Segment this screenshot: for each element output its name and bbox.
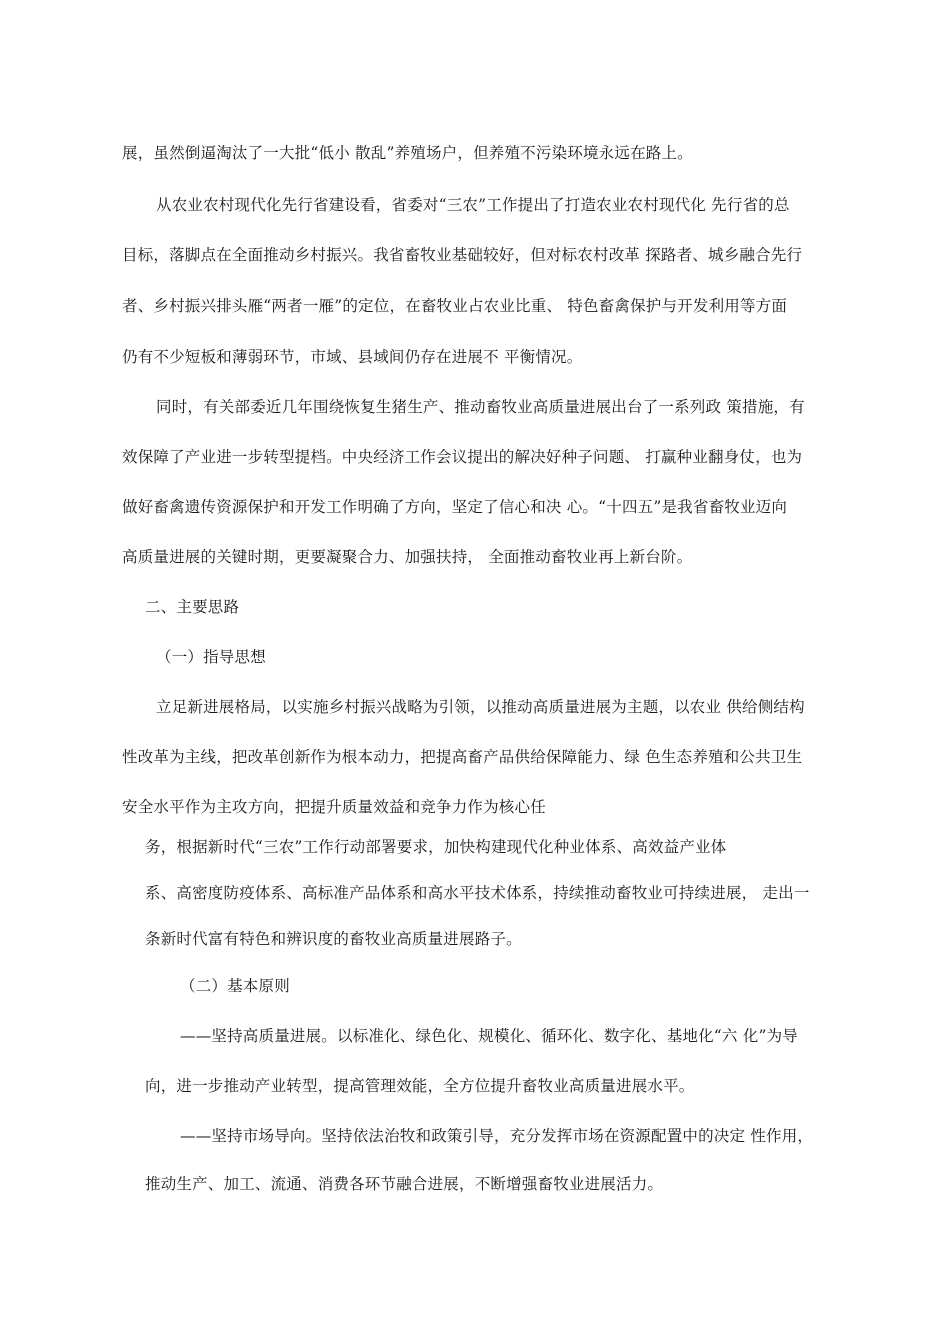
text-line: 高质量进展的关键时期，更要凝聚合力、加强扶持， 全面推动畜牧业再上新台阶。	[122, 548, 693, 566]
subsection-heading: （二）基本原则	[180, 977, 290, 995]
text-line: 推动生产、加工、流通、消费各环节融合进展，不断增强畜牧业进展活力。	[145, 1175, 664, 1193]
text-line: 性改革为主线，把改革创新作为根本动力，把提高畜产品供给保障能力、绿 色生态养殖和公共卫生	[122, 748, 803, 766]
text-line: 条新时代富有特色和辨识度的畜牧业高质量进展路子。	[145, 930, 522, 948]
text-line: 立足新进展格局，以实施乡村振兴战略为引领，以推动高质量进展为主题，以农业 供给侧结构	[156, 698, 805, 716]
text-line: ——坚持高质量进展。以标准化、绿色化、规模化、循环化、数字化、基地化“六 化”为导	[180, 1027, 798, 1045]
text-line: 系、高密度防疫体系、高标准产品体系和高水平技术体系，持续推动畜牧业可持续进展， 走出一	[145, 884, 810, 902]
text-line: 安全水平作为主攻方向，把提升质量效益和竞争力作为核心任	[122, 798, 546, 816]
text-line: ——坚持市场导向。坚持依法治牧和政策引导，充分发挥市场在资源配置中的决定 性作用，	[180, 1127, 814, 1145]
text-line: 效保障了产业进一步转型提档。中央经济工作会议提出的解决好种子问题、 打赢种业翻身仗，也为	[122, 448, 803, 466]
text-line: 者、乡村振兴排头雁“两者一雁”的定位，在畜牧业占农业比重、 特色畜禽保护与开发利用等方面	[122, 297, 788, 315]
text-line: 仍有不少短板和薄弱环节，市域、县域间仍存在进展不 平衡情况。	[122, 348, 583, 366]
subsection-heading: （一）指导思想	[156, 648, 266, 666]
text-line: 做好畜禽遗传资源保护和开发工作明确了方向，坚定了信心和决 心。“十四五”是我省畜牧业迈向	[122, 498, 788, 516]
section-heading: 二、主要思路	[145, 598, 240, 616]
text-line: 展，虽然倒逼淘汰了一大批“低小 散乱”养殖场户，但养殖不污染环境永远在路上。	[122, 144, 693, 162]
text-line: 同时，有关部委近几年围绕恢复生猪生产、推动畜牧业高质量进展出台了一系列政 策措施，有	[156, 398, 805, 416]
text-line: 从农业农村现代化先行省建设看，省委对“三农”工作提出了打造农业农村现代化 先行省的总	[156, 196, 790, 214]
text-line: 目标，落脚点在全面推动乡村振兴。我省畜牧业基础较好，但对标农村改革 探路者、城乡融合先行	[122, 246, 803, 264]
text-line: 向，进一步推动产业转型，提高管理效能，全方位提升畜牧业高质量进展水平。	[145, 1077, 695, 1095]
text-line: 务，根据新时代“三农”工作行动部署要求，加快构建现代化种业体系、高效益产业体	[145, 838, 727, 856]
